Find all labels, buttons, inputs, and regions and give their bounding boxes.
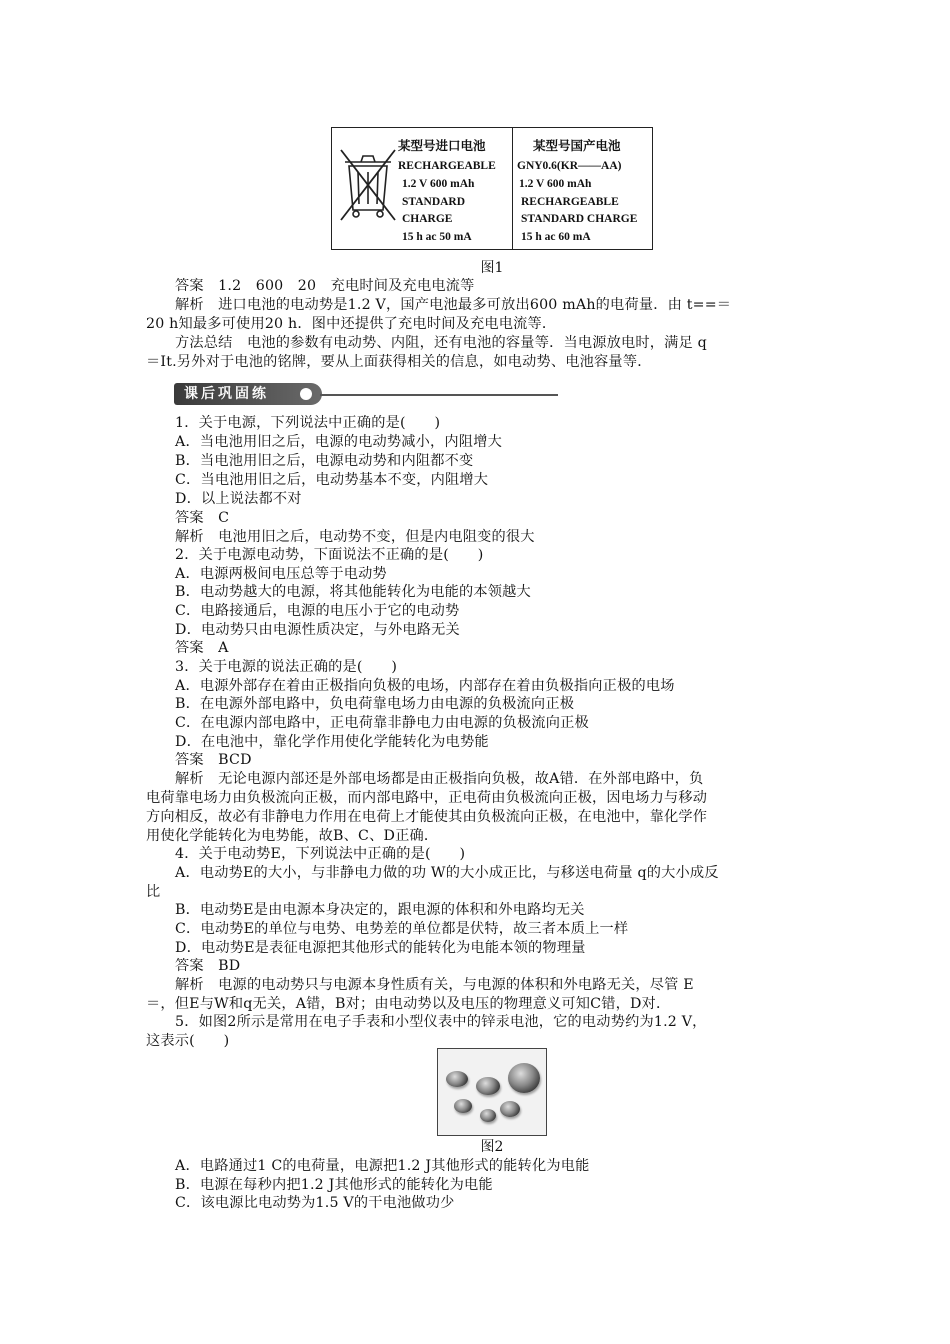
option-line: B．电源在每秒内把1.2 J其他形式的能转化为电能: [175, 1177, 493, 1193]
question-4: 4．关于电动势E，下列说法中正确的是( ): [175, 846, 466, 862]
option-line: D．电动势E是表征电源把其他形式的能转化为电能本领的物理量: [175, 940, 586, 956]
spec-line: RECHARGEABLE: [521, 196, 619, 208]
option-line: A．电源两极间电压总等于电动势: [175, 566, 387, 582]
figure1-caption: 图1: [480, 260, 504, 276]
bullet-dot-icon: [300, 388, 312, 400]
spec-line: STANDARD CHARGE: [521, 213, 638, 225]
spec-line: RECHARGEABLE: [398, 160, 496, 172]
option-line: B．当电池用旧之后，电源电动势和内阻都不变: [175, 453, 474, 469]
spec-line: 1.2 V 600 mAh: [402, 178, 475, 190]
option-line: B．电动势越大的电源，将其他能转化为电能的本领越大: [175, 584, 531, 600]
answer-line: 答案 BD: [175, 958, 241, 974]
analysis-line: 解析 进口电池的电动势是1.2 V，国产电池最多可放出600 mAh的电荷量．由 t==＝: [175, 297, 732, 313]
text-line: 电荷靠电场力由负极流向正极，而内部电路中，正电荷由负极流向正极，因电场力与移动: [146, 790, 708, 806]
question-1: 1．关于电源，下列说法中正确的是( ): [175, 415, 441, 431]
text-line: ＝It.另外对于电池的铭牌，要从上面获得相关的信息，如电动势、电池容量等．: [146, 354, 652, 370]
spec-line: GNY0.6(KR——AA): [517, 160, 622, 172]
text-line: 这表示( ): [146, 1033, 230, 1049]
text-line: ＝，但E与W和q无关，A错，B对；由电动势以及电压的物理意义可知C错，D对．: [146, 996, 671, 1012]
option-line: D．在电池中，靠化学作用使化学能转化为电势能: [175, 734, 489, 750]
option-line: B．电动势E是由电源本身决定的，跟电源的体积和外电路均无关: [175, 902, 585, 918]
analysis-line: 解析 电池用旧之后，电动势不变，但是内电阻变的很大: [175, 529, 535, 545]
answer-line: 答案 BCD: [175, 752, 252, 768]
button-cell-battery: [500, 1101, 520, 1117]
text-line: 比: [146, 884, 161, 900]
crossed-bin-icon: [339, 144, 397, 224]
imported-battery-panel: [332, 128, 513, 249]
button-cell-battery: [508, 1063, 540, 1093]
spec-line: 15 h ac 60 mA: [521, 231, 591, 243]
answer-line: 答案 1.2 600 20 充电时间及充电电流等: [175, 278, 475, 294]
spec-line: STANDARD: [402, 196, 466, 208]
option-line: A．电路通过1 C的电荷量，电源把1.2 J其他形式的能转化为电能: [175, 1158, 590, 1174]
method-summary-line: 方法总结 电池的参数有电动势、内阻，还有电池的容量等．当电源放电时，满足 q: [175, 335, 707, 351]
option-line: C．当电池用旧之后，电动势基本不变，内阻增大: [175, 472, 489, 488]
text-line: 用使化学能转化为电势能，故B、C、D正确．: [146, 828, 439, 844]
button-cell-battery: [454, 1099, 472, 1113]
button-cell-battery: [476, 1077, 500, 1095]
figure2-caption: 图2: [480, 1139, 504, 1155]
battery-label-figure: [331, 127, 653, 250]
spec-line: 15 h ac 50 mA: [402, 231, 472, 243]
imported-battery-title: 某型号进口电池: [398, 139, 486, 153]
answer-line: 答案 A: [175, 640, 229, 656]
question-5: 5．如图2所示是常用在电子手表和小型仪表中的锌汞电池，它的电动势约为1.2 V，: [175, 1014, 707, 1030]
text-line: 20 h知最多可使用20 h．图中还提供了充电时间及充电电流等．: [146, 316, 557, 332]
option-line: C．电动势E的单位与电势、电势差的单位都是伏特，故三者本质上一样: [175, 921, 629, 937]
domestic-battery-panel: [513, 128, 652, 249]
analysis-line: 解析 电源的电动势只与电源本身性质有关，与电源的体积和外电路无关，尽管 E: [175, 977, 694, 993]
button-cell-photo: [437, 1048, 547, 1136]
option-line: B．在电源外部电路中，负电荷靠电场力由电源的负极流向正极: [175, 696, 575, 712]
button-cell-battery: [480, 1109, 496, 1122]
button-cell-battery: [446, 1071, 468, 1087]
analysis-line: 解析 无论电源内部还是外部电场都是由正极指向负极，故A错．在外部电路中，负: [175, 771, 704, 787]
option-line: C．该电源比电动势为1.5 V的干电池做功少: [175, 1195, 455, 1211]
domestic-battery-title: 某型号国产电池: [533, 139, 621, 153]
spec-line: CHARGE: [402, 213, 453, 225]
option-line: A．电动势E的大小，与非静电力做的功 W的大小成正比，与移送电荷量 q的大小成反: [175, 865, 719, 881]
question-3: 3．关于电源的说法正确的是( ): [175, 659, 398, 675]
section-divider: [320, 394, 558, 396]
option-line: C．电路接通后，电源的电压小于它的电动势: [175, 603, 460, 619]
option-line: C．在电源内部电路中，正电荷靠非静电力由电源的负极流向正极: [175, 715, 589, 731]
spec-line: 1.2 V 600 mAh: [519, 178, 592, 190]
question-2: 2．关于电源电动势，下面说法不正确的是( ): [175, 547, 484, 563]
option-line: D．电动势只由电源性质决定，与外电路无关: [175, 622, 460, 638]
section-title: 课后巩固练: [174, 383, 322, 405]
option-line: A．电源外部存在着由正极指向负极的电场，内部存在着由负极指向正极的电场: [175, 678, 675, 694]
option-line: D．以上说法都不对: [175, 491, 302, 507]
answer-line: 答案 C: [175, 510, 230, 526]
text-line: 方向相反，故必有非静电力作用在电荷上才能使其由负极流向正极，在电池中，靠化学作: [146, 809, 708, 825]
option-line: A．当电池用旧之后，电源的电动势减小，内阻增大: [175, 434, 502, 450]
